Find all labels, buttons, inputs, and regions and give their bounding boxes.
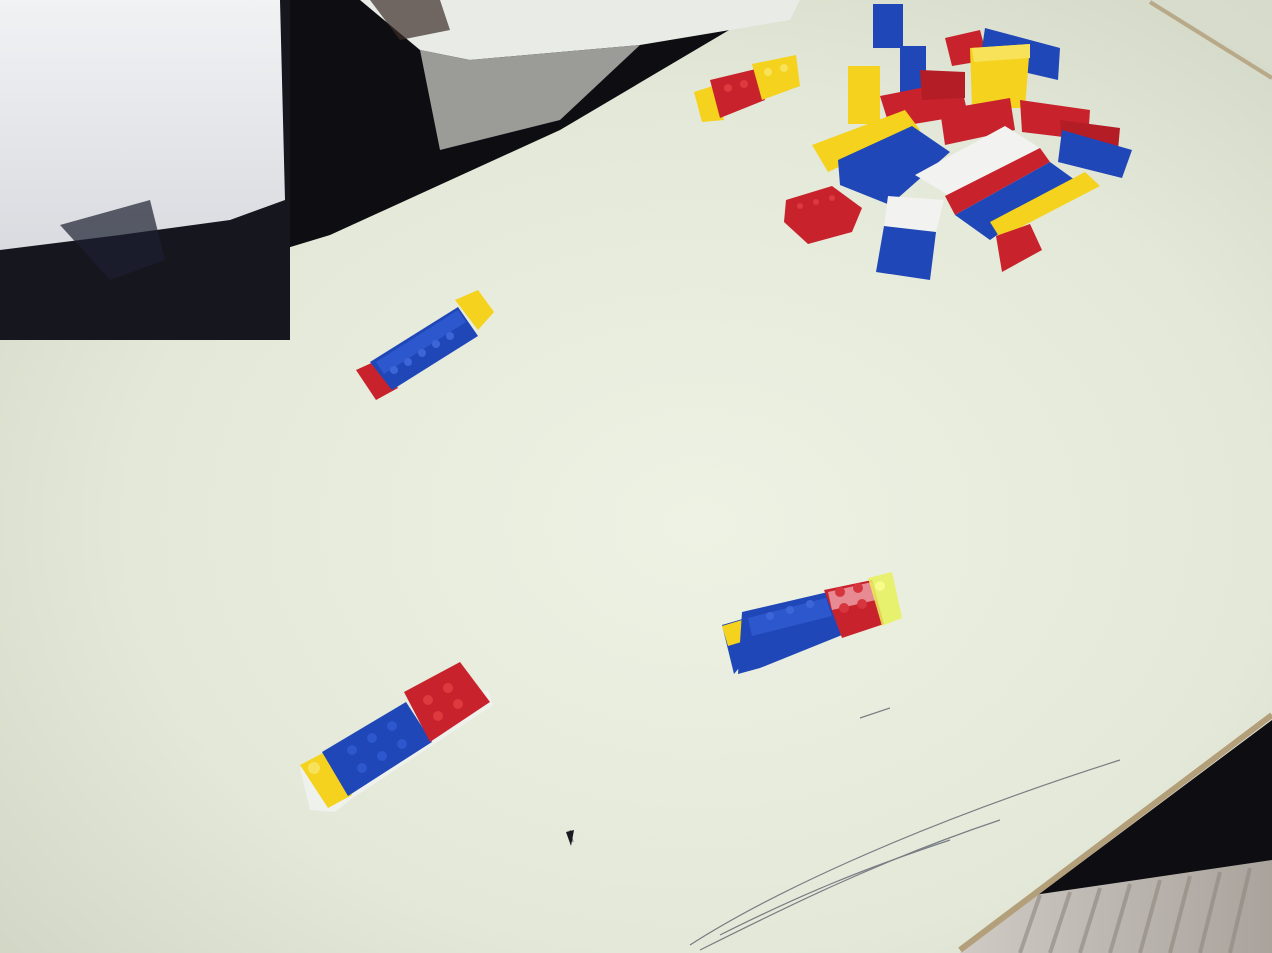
person-left: [0, 0, 290, 340]
